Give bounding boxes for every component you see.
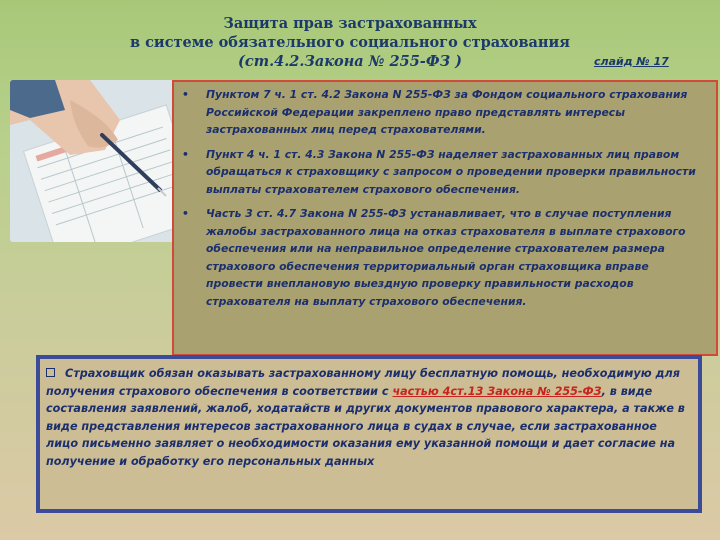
checkbox-bullet-icon — [46, 368, 55, 377]
bullet-text: Часть 3 ст. 4.7 Закона N 255-ФЗ устанавливает, что в случае поступления жалобы застрахованного лица на отказ страхователя в выплате страхового обеспечения или на неправильное определение страхователем размера страхового обеспечения территориальный орган страховщика вправе провести внеплановую выездную проверку правильности расходов страхователя на выплату страхового обеспечения. — [206, 207, 686, 308]
photo-illustration — [10, 80, 178, 242]
obligation-part-2: , в виде составления заявлений, жалоб, ходатайств и других документов правового характера, а также в виде представления интересов застрахованного лица в судах в случае, если застрахованное лицо письменно заявляет о необходимости оказания ему указанной помощи и дает согласие на получение и обработку его персональных данных — [46, 384, 685, 468]
title-line-2: в системе обязательного социального страхования — [129, 34, 570, 51]
bullet-text: Пункт 4 ч. 1 ст. 4.3 Закона N 255-ФЗ наделяет застрахованных лиц правом обращаться к страховщику с запросом о проведении проверки правильности выплаты страхователем страхового обеспечения. — [206, 147, 696, 196]
list-item — [178, 86, 708, 139]
obligation-part-1: Страховщик обязан оказывать застрахованному лицу бесплатную помощь, необходимую для получения страхового обеспечения в соответствии с — [46, 367, 680, 398]
document-signing-photo — [10, 80, 178, 242]
bullet-icon: • — [182, 207, 189, 220]
slide-number: слайд № 17 — [594, 55, 669, 68]
bullet-text: Пунктом 7 ч. 1 ст. 4.2 Закона N 255-ФЗ за Фондом социального страхования Российской Федерации закреплено право представлять интересы застрахованных лиц перед страхователями. — [206, 88, 688, 136]
insurer-obligation-text — [46, 365, 690, 470]
bullet-icon: • — [182, 147, 189, 161]
list-item — [178, 205, 708, 310]
law-reference-link[interactable]: частью 4ст.13 Закона № 255-ФЗ — [392, 384, 602, 398]
legal-points-list — [178, 86, 708, 317]
bullet-icon: • — [182, 88, 189, 101]
title-line-1: Защита прав застрахованных — [223, 15, 477, 32]
list-item — [178, 146, 708, 199]
slide-title — [100, 14, 600, 71]
title-line-3: (ст.4.2.Закона № 255-ФЗ ) — [238, 53, 462, 70]
